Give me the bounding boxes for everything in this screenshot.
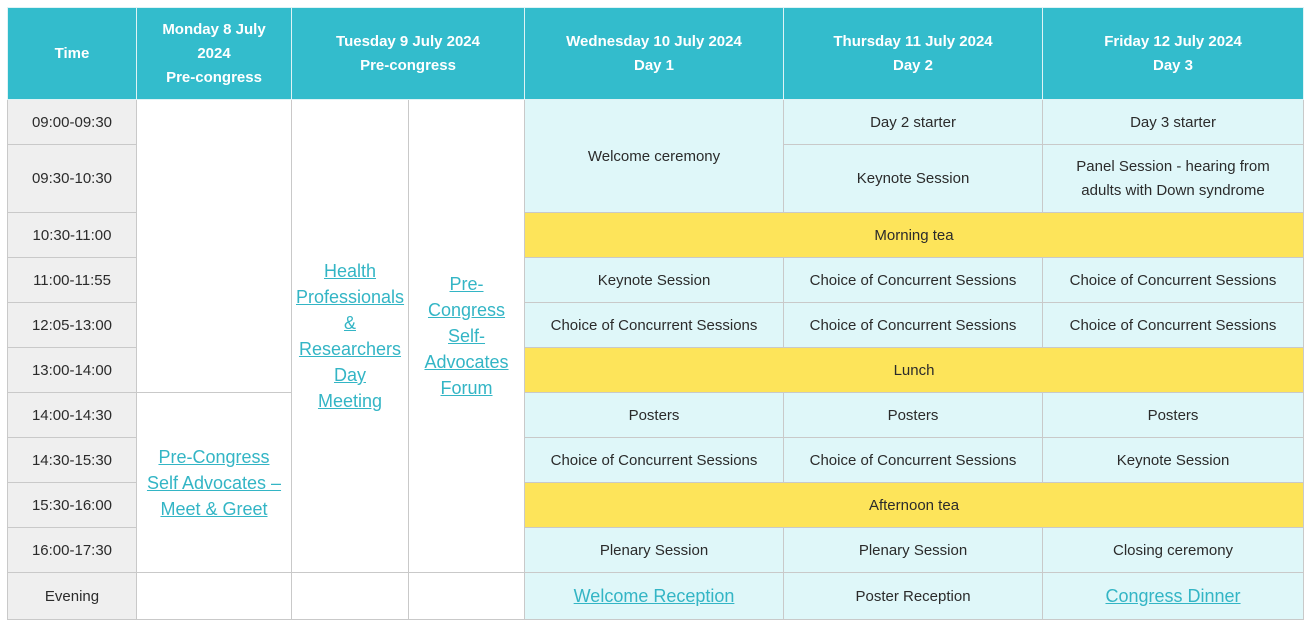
header-monday: Monday 8 July 2024 Pre-congress: [137, 8, 292, 100]
wed-concurrent: Choice of Concurrent Sessions: [525, 303, 784, 348]
welcome-reception-link[interactable]: Welcome Reception: [573, 586, 735, 606]
wed-concurrent: Choice of Concurrent Sessions: [525, 438, 784, 483]
fri-panel-session: Panel Session - hearing from adults with Down syndrome: [1043, 145, 1304, 213]
fri-evening-cell: [1043, 573, 1304, 620]
health-professionals-link[interactable]: Health Professionals & Researchers Day Meeting: [296, 261, 405, 411]
tuesday-health-cell: [292, 100, 409, 573]
tuesday-forum-cell: [409, 100, 525, 573]
fri-closing-ceremony: Closing ceremony: [1043, 528, 1304, 573]
row-evening: [8, 573, 1304, 620]
tuesday-evening-empty-2: [409, 573, 525, 620]
wed-plenary: Plenary Session: [525, 528, 784, 573]
monday-evening-empty: [137, 573, 292, 620]
wed-welcome-ceremony: Welcome ceremony: [525, 100, 784, 213]
lunch-break: Lunch: [525, 348, 1304, 393]
fri-keynote: Keynote Session: [1043, 438, 1304, 483]
thu-concurrent: Choice of Concurrent Sessions: [784, 303, 1043, 348]
afternoon-tea-break: Afternoon tea: [525, 483, 1304, 528]
program-schedule: [7, 7, 1304, 620]
header-friday: Friday 12 July 2024 Day 3: [1043, 8, 1304, 100]
fri-day3-starter: Day 3 starter: [1043, 100, 1304, 145]
header-tuesday: Tuesday 9 July 2024 Pre-congress: [292, 8, 525, 100]
schedule-table: [7, 7, 1304, 620]
time-cell: 14:30-15:30: [8, 438, 137, 483]
header-wednesday: Wednesday 10 July 2024 Day 1: [525, 8, 784, 100]
time-cell: 15:30-16:00: [8, 483, 137, 528]
monday-empty-morning: [137, 100, 292, 393]
thu-keynote: Keynote Session: [784, 145, 1043, 213]
meet-and-greet-link[interactable]: Pre-Congress Self Advocates – Meet & Greet: [146, 446, 282, 519]
fri-posters: Posters: [1043, 393, 1304, 438]
thu-concurrent: Choice of Concurrent Sessions: [784, 258, 1043, 303]
monday-meet-greet-cell: [137, 393, 292, 573]
wed-evening-cell: [525, 573, 784, 620]
fri-concurrent: Choice of Concurrent Sessions: [1043, 303, 1304, 348]
row-1400: [8, 393, 1304, 438]
thu-poster-reception: Poster Reception: [784, 573, 1043, 620]
header-row: [8, 8, 1304, 100]
time-cell: 14:00-14:30: [8, 393, 137, 438]
time-cell: 09:00-09:30: [8, 100, 137, 145]
tuesday-evening-empty: [292, 573, 409, 620]
morning-tea-break: Morning tea: [525, 213, 1304, 258]
time-cell: 10:30-11:00: [8, 213, 137, 258]
self-advocates-forum-link[interactable]: Pre- Congress Self- Advocates Forum: [424, 274, 509, 398]
time-cell: 13:00-14:00: [8, 348, 137, 393]
time-cell: 09:30-10:30: [8, 145, 137, 213]
time-cell: 12:05-13:00: [8, 303, 137, 348]
time-cell: Evening: [8, 573, 137, 620]
time-cell: 16:00-17:30: [8, 528, 137, 573]
time-cell: 11:00-11:55: [8, 258, 137, 303]
fri-concurrent: Choice of Concurrent Sessions: [1043, 258, 1304, 303]
thu-concurrent: Choice of Concurrent Sessions: [784, 438, 1043, 483]
wed-keynote: Keynote Session: [525, 258, 784, 303]
header-time: Time: [8, 8, 137, 100]
thu-posters: Posters: [784, 393, 1043, 438]
thu-plenary: Plenary Session: [784, 528, 1043, 573]
header-thursday: Thursday 11 July 2024 Day 2: [784, 8, 1043, 100]
row-0900: [8, 100, 1304, 145]
thu-day2-starter: Day 2 starter: [784, 100, 1043, 145]
wed-posters: Posters: [525, 393, 784, 438]
congress-dinner-link[interactable]: Congress Dinner: [1105, 586, 1241, 606]
